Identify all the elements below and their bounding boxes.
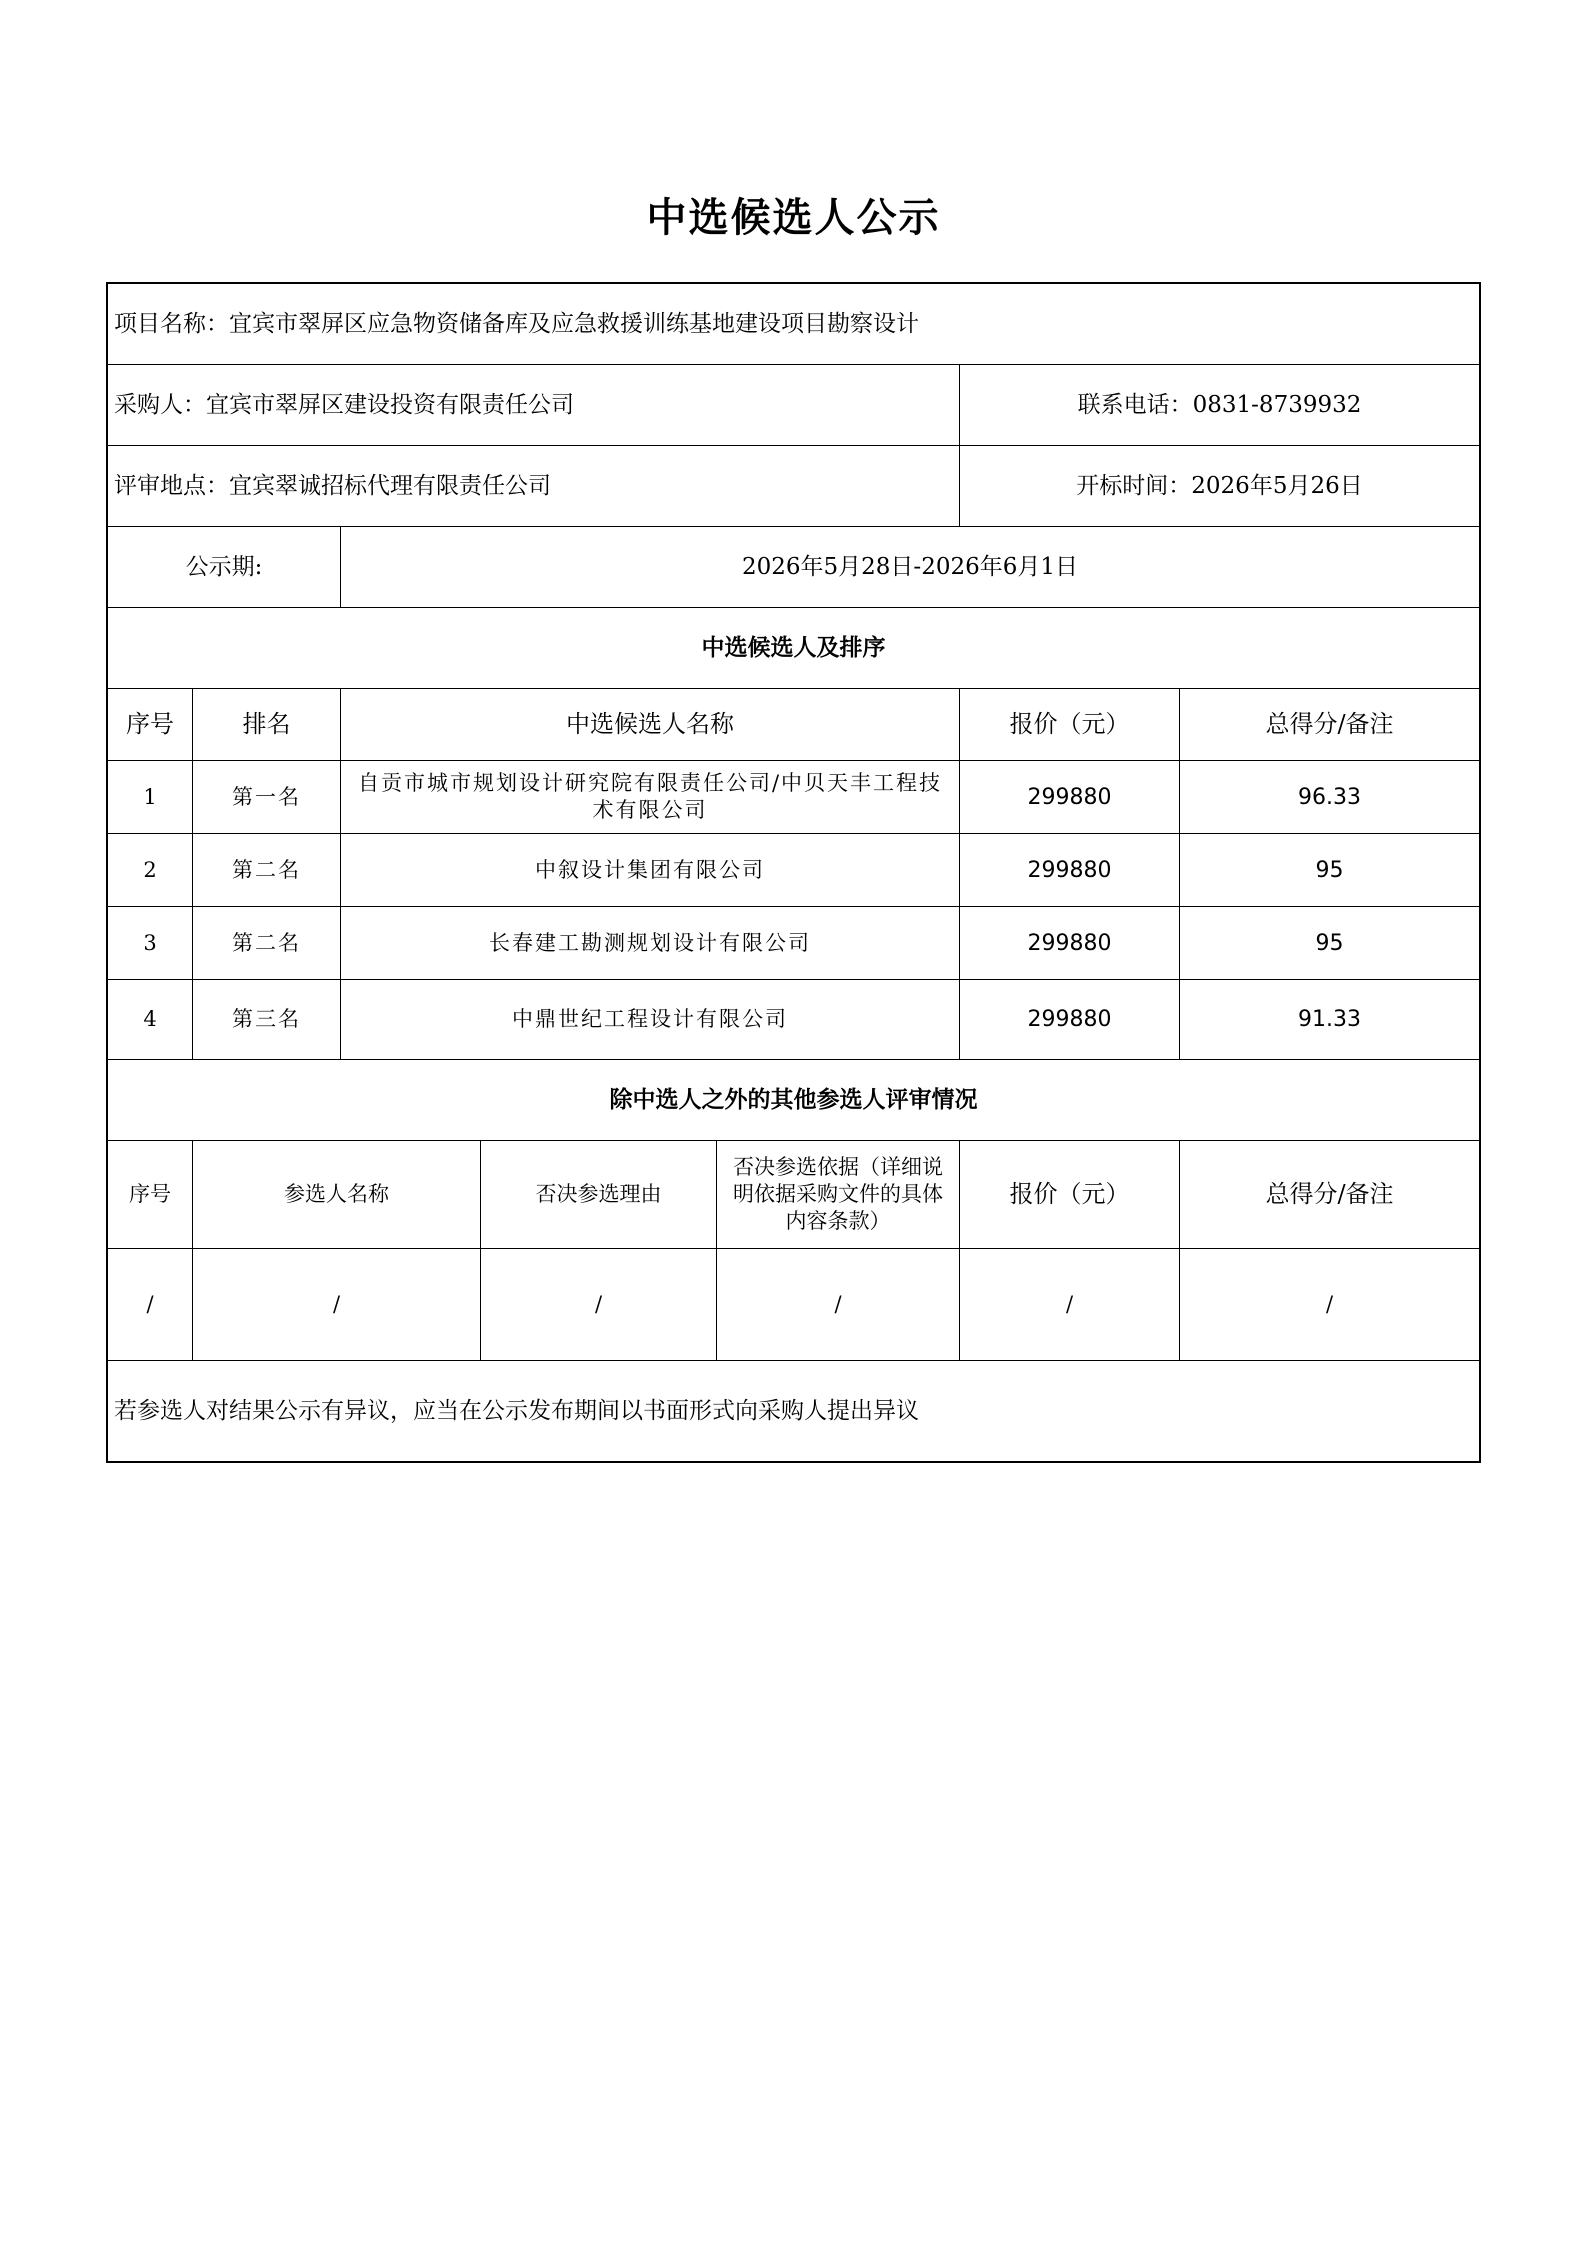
others-header-reason: 否决参选理由 [481, 1141, 717, 1249]
objection-note: 若参选人对结果公示有异议，应当在公示发布期间以书面形式向采购人提出异议 [114, 1397, 919, 1424]
others-cell: / [108, 1249, 193, 1361]
notice-period-value: 2026年5月28日-2026年6月1日 [341, 527, 1479, 608]
candidate-score: 95 [1180, 907, 1479, 980]
others-section-title: 除中选人之外的其他参选人评审情况 [108, 1060, 1479, 1141]
candidate-price: 299880 [960, 907, 1180, 980]
candidate-name: 中叙设计集团有限公司 [341, 834, 960, 907]
candidate-no: 1 [108, 761, 193, 834]
candidate-price: 299880 [960, 761, 1180, 834]
candidate-rank: 第二名 [193, 907, 341, 980]
open-time: 开标时间：2026年5月26日 [960, 446, 1479, 527]
candidates-header-score: 总得分/备注 [1180, 689, 1479, 761]
purchaser: 采购人：宜宾市翠屏区建设投资有限责任公司 [108, 365, 960, 446]
candidate-no: 3 [108, 907, 193, 980]
page-title: 中选候选人公示 [646, 195, 941, 241]
candidates-header-price: 报价（元） [960, 689, 1180, 761]
candidates-header-rank: 排名 [193, 689, 341, 761]
project-name: 项目名称：宜宾市翠屏区应急物资储备库及应急救援训练基地建设项目勘察设计 [108, 284, 1479, 365]
candidate-score: 95 [1180, 834, 1479, 907]
candidate-price: 299880 [960, 834, 1180, 907]
others-cell: / [960, 1249, 1180, 1361]
candidates-header-name: 中选候选人名称 [341, 689, 960, 761]
candidate-name: 长春建工勘测规划设计有限公司 [341, 907, 960, 980]
candidate-name: 中鼎世纪工程设计有限公司 [341, 980, 960, 1060]
others-cell: / [717, 1249, 960, 1361]
others-header-score: 总得分/备注 [1180, 1141, 1479, 1249]
contact-phone: 联系电话：0831-8739932 [960, 365, 1479, 446]
candidates-header-no: 序号 [108, 689, 193, 761]
candidate-rank: 第三名 [193, 980, 341, 1060]
others-cell: / [481, 1249, 717, 1361]
candidate-no: 2 [108, 834, 193, 907]
candidate-no: 4 [108, 980, 193, 1060]
candidates-section-title: 中选候选人及排序 [108, 608, 1479, 689]
others-header-no: 序号 [108, 1141, 193, 1249]
candidate-score: 96.33 [1180, 761, 1479, 834]
others-header-basis: 否决参选依据（详细说明依据采购文件的具体内容条款） [717, 1141, 960, 1249]
candidate-score: 91.33 [1180, 980, 1479, 1060]
others-cell: / [193, 1249, 481, 1361]
review-place: 评审地点：宜宾翠诚招标代理有限责任公司 [108, 446, 960, 527]
candidate-price: 299880 [960, 980, 1180, 1060]
candidate-rank: 第一名 [193, 761, 341, 834]
others-header-name: 参选人名称 [193, 1141, 481, 1249]
notice-period-label: 公示期: [108, 527, 341, 608]
candidate-rank: 第二名 [193, 834, 341, 907]
others-cell: / [1180, 1249, 1479, 1361]
notice-table [106, 282, 1481, 1463]
candidate-name: 自贡市城市规划设计研究院有限责任公司/中贝天丰工程技术有限公司 [341, 761, 960, 834]
others-header-price: 报价（元） [960, 1141, 1180, 1249]
